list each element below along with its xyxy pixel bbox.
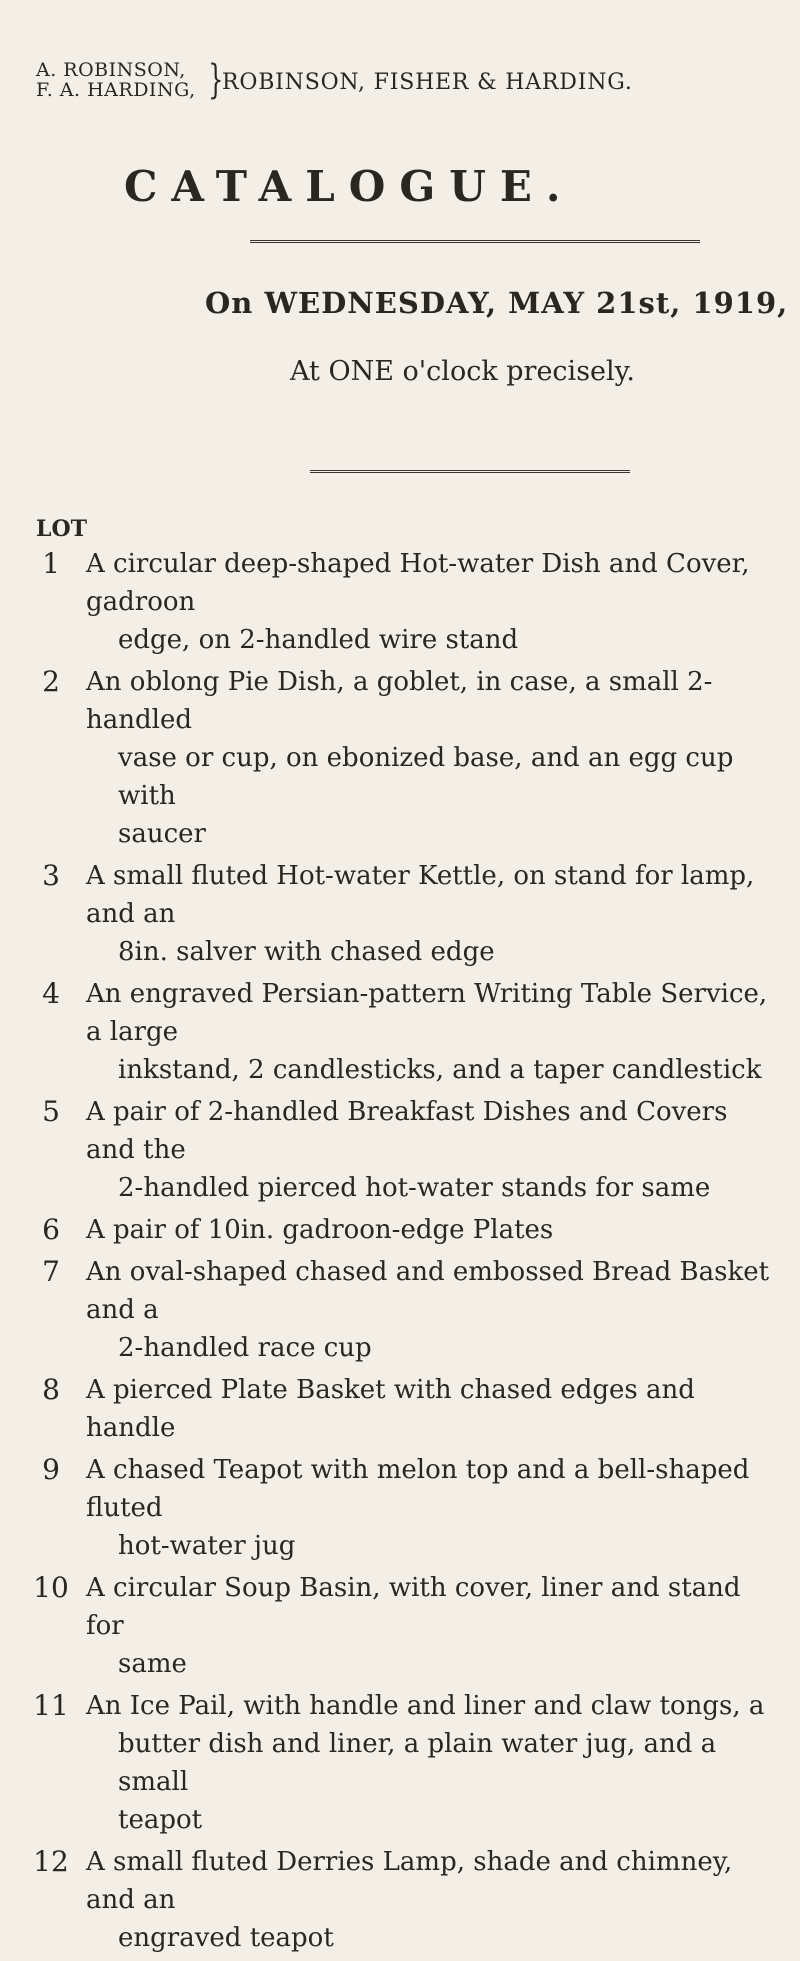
lot-number: 5: [42, 1095, 60, 1128]
auctioneer-name-1: A. ROBINSON,: [36, 59, 186, 81]
lot-item: [0, 975, 800, 1089]
lot-number: 6: [42, 1213, 60, 1246]
auctioneer-names: [36, 60, 196, 100]
lot-description-continuation: 2-handled pierced hot-water stands for same: [118, 1173, 711, 1203]
lot-description-continuation: 2-handled race cup: [118, 1333, 372, 1363]
lot-item: [0, 1093, 800, 1207]
lot-description-line: A small fluted Hot-water Kettle, on stand for lamp, and an: [86, 861, 755, 929]
lot-description: [86, 1569, 776, 1683]
lot-description-continuation: hot-water jug: [118, 1531, 296, 1561]
lot-item: [0, 1687, 800, 1839]
lot-item: [0, 1211, 800, 1249]
lot-description-line: A pair of 10in. gadroon-edge Plates: [86, 1215, 554, 1245]
lot-item: [0, 1451, 800, 1565]
lot-list: [0, 545, 800, 1961]
lot-number: 7: [42, 1255, 60, 1288]
sale-time: At ONE o'clock precisely.: [290, 356, 635, 387]
lot-item: [0, 857, 800, 971]
lot-description-line: A pierced Plate Basket with chased edges and handle: [86, 1375, 695, 1443]
lot-description: [86, 1687, 776, 1839]
lot-description-continuation: inkstand, 2 candlesticks, and a taper candlestick: [118, 1055, 762, 1085]
lot-description-line: An oblong Pie Dish, a goblet, in case, a small 2-handled: [86, 667, 713, 735]
lot-number: 4: [42, 977, 60, 1010]
lot-number: 10: [33, 1571, 69, 1604]
lot-number: 9: [42, 1453, 60, 1486]
lot-item: [0, 1371, 800, 1447]
lot-number: 3: [42, 859, 60, 892]
lot-item: [0, 1569, 800, 1683]
lot-item: [0, 545, 800, 659]
lot-description: [86, 1843, 776, 1957]
lot-description-line: An oval-shaped chased and embossed Bread Basket and a: [86, 1257, 770, 1325]
lot-column-heading: LOT: [36, 516, 88, 542]
lot-description-line: An Ice Pail, with handle and liner and claw tongs, a: [86, 1691, 765, 1721]
lot-description: [86, 663, 776, 853]
auctioneer-name-2: F. A. HARDING,: [36, 79, 196, 101]
lot-description-continuation: saucer: [118, 819, 206, 849]
lot-number: 8: [42, 1373, 60, 1406]
lot-description: [86, 1253, 776, 1367]
lot-number: 11: [33, 1689, 69, 1722]
firm-name: ROBINSON, FISHER & HARDING.: [222, 70, 633, 95]
lot-description-continuation: teapot: [118, 1805, 203, 1835]
lot-description-line: A circular deep-shaped Hot-water Dish and Cover, gadroon: [86, 549, 750, 617]
lot-description: [86, 975, 776, 1089]
lot-description-line: A circular Soup Basin, with cover, liner and stand for: [86, 1573, 741, 1641]
lot-description-line: A small fluted Derries Lamp, shade and chimney, and an: [86, 1847, 733, 1915]
brace-glyph: }: [208, 57, 224, 103]
lot-description: [86, 1211, 776, 1249]
lot-number: 1: [42, 547, 60, 580]
lot-description-continuation: engraved teapot: [118, 1923, 334, 1953]
lot-description: [86, 1371, 776, 1447]
lot-number: 12: [33, 1845, 69, 1878]
lot-description: [86, 1093, 776, 1207]
lot-description-continuation: 8in. salver with chased edge: [118, 937, 495, 967]
catalogue-title: CATALOGUE.: [124, 162, 575, 211]
lot-item: [0, 663, 800, 853]
lot-description-line: A pair of 2-handled Breakfast Dishes and Covers and the: [86, 1097, 728, 1165]
lot-description: [86, 545, 776, 659]
lot-description: [86, 857, 776, 971]
lot-description-continuation: edge, on 2-handled wire stand: [118, 625, 519, 655]
date-divider: [310, 470, 630, 473]
title-divider: [250, 240, 700, 243]
lot-description-continuation: vase or cup, on ebonized base, and an egg cup with: [118, 743, 734, 811]
lot-description: [86, 1451, 776, 1565]
lot-description-continuation: butter dish and liner, a plain water jug, and a small: [118, 1729, 717, 1797]
sale-date: On WEDNESDAY, MAY 21st, 1919,: [205, 286, 789, 320]
lot-description-continuation: same: [118, 1649, 187, 1679]
lot-description-line: A chased Teapot with melon top and a bell-shaped fluted: [86, 1455, 750, 1523]
lot-item: [0, 1253, 800, 1367]
lot-number: 2: [42, 665, 60, 698]
lot-item: [0, 1843, 800, 1957]
lot-description-line: An engraved Persian-pattern Writing Table Service, a large: [86, 979, 768, 1047]
